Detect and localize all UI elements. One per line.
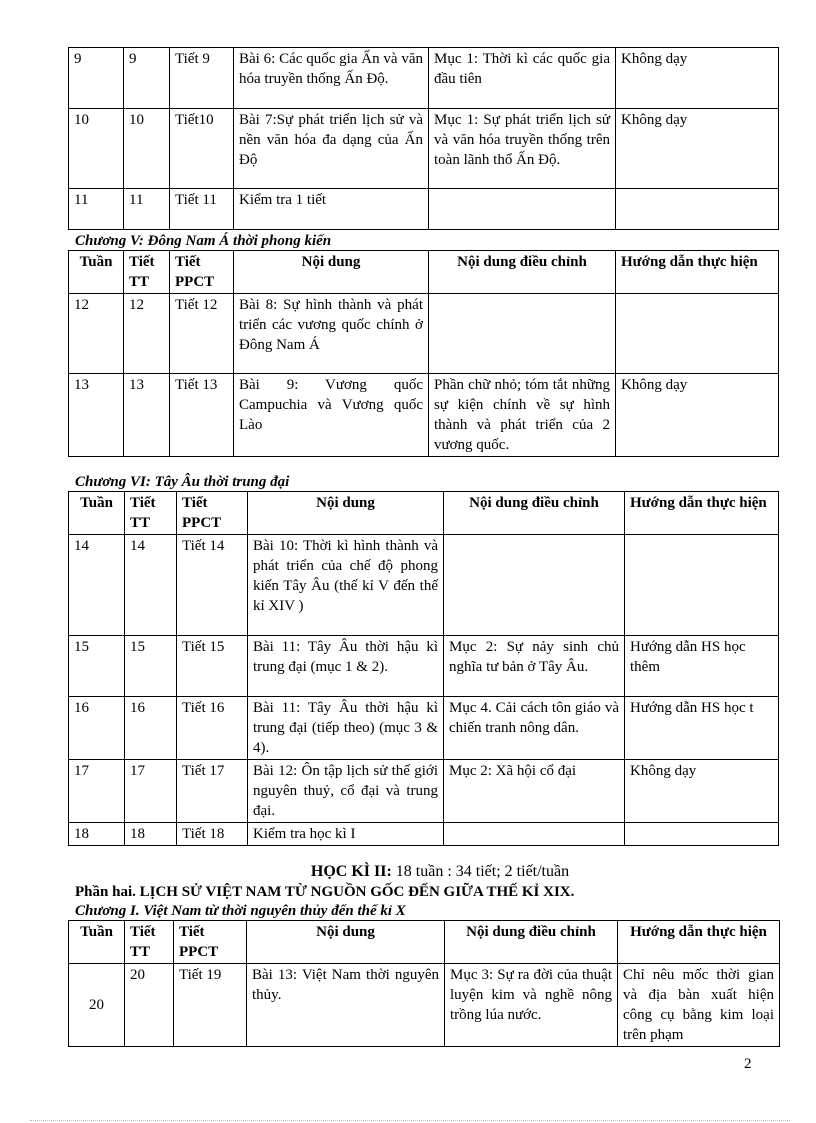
cell-dieu-chinh: Mục 1: Sự phát triển lịch sử và văn hóa truyền thống trên toàn lãnh thổ Ấn Độ. (429, 109, 616, 189)
cell-huong-dan: Chỉ nêu mốc thời gian và địa bàn xuất hiện công cụ bằng kim loại trên phạm (618, 964, 780, 1047)
cell-tiet-ppct: Tiết 14 (177, 535, 248, 636)
page-bottom-border (30, 1120, 790, 1121)
cell-tiet-ppct: Tiết 18 (177, 823, 248, 846)
header-tuan: Tuần (69, 251, 124, 294)
table-row (69, 697, 779, 760)
header-tiet-ppct: Tiết PPCT (174, 921, 247, 964)
chapter-1-title: Chương I. Việt Nam từ thời nguyên thủy đến thế kỉ X (75, 903, 406, 919)
cell-tiet-ppct: Tiết 16 (177, 697, 248, 760)
cell-tiet-tt: 13 (124, 374, 170, 457)
header-tuan: Tuần (69, 921, 125, 964)
chapter-5-title: Chương V: Đông Nam Á thời phong kiến (75, 233, 332, 249)
cell-tiet-ppct: Tiết 9 (170, 48, 234, 109)
table-row (69, 374, 779, 457)
header-tiet-tt: Tiết TT (125, 492, 177, 535)
cell-tuan: 15 (69, 636, 125, 697)
cell-tiet-ppct: Tiết 17 (177, 760, 248, 823)
cell-tiet-ppct: Tiết10 (170, 109, 234, 189)
cell-huong-dan: Không dạy (625, 760, 779, 823)
cell-tiet-tt: 17 (125, 760, 177, 823)
cell-tuan: 10 (69, 109, 124, 189)
cell-dieu-chinh (444, 823, 625, 846)
header-huong-dan: Hướng dẫn thực hiện (618, 921, 780, 964)
table-row (69, 964, 780, 1047)
chapter-1-table (68, 920, 780, 1047)
cell-dieu-chinh: Phần chữ nhỏ; tóm tắt những sự kiện chính về sự hình thành và phát triển của 2 vương quốc. (429, 374, 616, 457)
cell-noi-dung: Bài 10: Thời kì hình thành và phát triển của chế độ phong kiến Tây Âu (thế kỉ V đến thế kỉ XIV ) (248, 535, 444, 636)
header-noi-dung: Nội dung (247, 921, 445, 964)
cell-tiet-tt: 20 (125, 964, 174, 1047)
table-row (69, 535, 779, 636)
cell-huong-dan: Không dạy (616, 374, 779, 457)
header-dieu-chinh: Nội dung điều chỉnh (445, 921, 618, 964)
cell-tuan: 12 (69, 294, 124, 374)
chapter-5-table (68, 250, 779, 457)
table-header-row (69, 251, 779, 294)
cell-dieu-chinh: Mục 3: Sự ra đời của thuật luyện kim và nghề nông trồng lúa nước. (445, 964, 618, 1047)
cell-tiet-tt: 9 (124, 48, 170, 109)
cell-dieu-chinh: Mục 4. Cải cách tôn giáo và chiến tranh nông dân. (444, 697, 625, 760)
cell-dieu-chinh (429, 189, 616, 230)
header-tiet-tt: Tiết TT (124, 251, 170, 294)
cell-tuan: 20 (69, 964, 125, 1047)
header-tiet-ppct: Tiết PPCT (170, 251, 234, 294)
cell-noi-dung: Bài 11: Tây Âu thời hậu kì trung đại (tiếp theo) (mục 3 & 4). (248, 697, 444, 760)
header-noi-dung: Nội dung (234, 251, 429, 294)
cell-tuan: 9 (69, 48, 124, 109)
cell-tiet-tt: 15 (125, 636, 177, 697)
table-row (69, 189, 779, 230)
cell-tiet-ppct: Tiết 13 (170, 374, 234, 457)
header-huong-dan: Hướng dẫn thực hiện (625, 492, 779, 535)
cell-huong-dan: Hướng dẫn HS học thêm (625, 636, 779, 697)
cell-dieu-chinh: Mục 1: Thời kì các quốc gia đầu tiên (429, 48, 616, 109)
cell-tiet-ppct: Tiết 12 (170, 294, 234, 374)
cell-tuan: 18 (69, 823, 125, 846)
table-row (69, 109, 779, 189)
part-2-heading: Phần hai. LỊCH SỬ VIỆT NAM TỪ NGUỒN GỐC ĐẾN GIỮA THẾ KỈ XIX. (75, 884, 575, 900)
cell-huong-dan: Hướng dẫn HS học t (625, 697, 779, 760)
cell-dieu-chinh (429, 294, 616, 374)
cell-noi-dung: Bài 13: Việt Nam thời nguyên thủy. (247, 964, 445, 1047)
cell-tiet-ppct: Tiết 15 (177, 636, 248, 697)
cell-noi-dung: Bài 6: Các quốc gia Ấn và văn hóa truyền thống Ấn Độ. (234, 48, 429, 109)
table-row (69, 636, 779, 697)
cell-noi-dung: Bài 11: Tây Âu thời hậu kì trung đại (mục 1 & 2). (248, 636, 444, 697)
header-dieu-chinh: Nội dung điều chỉnh (429, 251, 616, 294)
cell-tiet-tt: 10 (124, 109, 170, 189)
cell-huong-dan: Không dạy (616, 48, 779, 109)
cell-tiet-tt: 12 (124, 294, 170, 374)
chapter-6-title: Chương VI: Tây Âu thời trung đại (75, 474, 290, 490)
cell-noi-dung: Kiểm tra học kì I (248, 823, 444, 846)
table-header-row (69, 492, 779, 535)
page-number: 2 (744, 1056, 752, 1072)
table-row (69, 823, 779, 846)
semester-2-heading (0, 862, 816, 882)
table-row (69, 294, 779, 374)
header-tiet-tt: Tiết TT (125, 921, 174, 964)
cell-tiet-tt: 11 (124, 189, 170, 230)
table-row (69, 760, 779, 823)
cell-tuan: 17 (69, 760, 125, 823)
table-row (69, 48, 779, 109)
cell-huong-dan (616, 294, 779, 374)
cell-tiet-ppct: Tiết 19 (174, 964, 247, 1047)
cell-noi-dung: Bài 12: Ôn tập lịch sử thế giới nguyên thuỷ, cổ đại và trung đại. (248, 760, 444, 823)
cell-tiet-ppct: Tiết 11 (170, 189, 234, 230)
cell-dieu-chinh: Mục 2: Xã hội cổ đại (444, 760, 625, 823)
cell-tuan: 14 (69, 535, 125, 636)
semester-2-label: HỌC KÌ II: (310, 863, 392, 880)
cell-tiet-tt: 18 (125, 823, 177, 846)
header-dieu-chinh: Nội dung điều chỉnh (444, 492, 625, 535)
cell-noi-dung: Bài 8: Sự hình thành và phát triển các vương quốc chính ở Đông Nam Á (234, 294, 429, 374)
header-tuan: Tuần (69, 492, 125, 535)
cell-huong-dan (616, 189, 779, 230)
header-huong-dan: Hướng dẫn thực hiện (616, 251, 779, 294)
table-header-row (69, 921, 780, 964)
cell-tuan: 11 (69, 189, 124, 230)
cell-tiet-tt: 16 (125, 697, 177, 760)
cell-huong-dan (625, 535, 779, 636)
cell-dieu-chinh (444, 535, 625, 636)
header-tiet-ppct: Tiết PPCT (177, 492, 248, 535)
cell-noi-dung: Bài 9: Vương quốc Campuchia và Vương quốc Lào (234, 374, 429, 457)
cell-noi-dung: Kiểm tra 1 tiết (234, 189, 429, 230)
chapter-6-table (68, 491, 779, 846)
header-noi-dung: Nội dung (248, 492, 444, 535)
cell-tuan: 13 (69, 374, 124, 457)
cell-huong-dan (625, 823, 779, 846)
table-continued (68, 47, 779, 230)
cell-tuan: 16 (69, 697, 125, 760)
cell-dieu-chinh: Mục 2: Sự nảy sinh chủ nghĩa tư bản ở Tây Âu. (444, 636, 625, 697)
cell-huong-dan: Không dạy (616, 109, 779, 189)
semester-2-detail: 18 tuần : 34 tiết; 2 tiết/tuần (391, 863, 570, 880)
cell-tiet-tt: 14 (125, 535, 177, 636)
cell-noi-dung: Bài 7:Sự phát triển lịch sử và nền văn hóa đa dạng của Ấn Độ (234, 109, 429, 189)
